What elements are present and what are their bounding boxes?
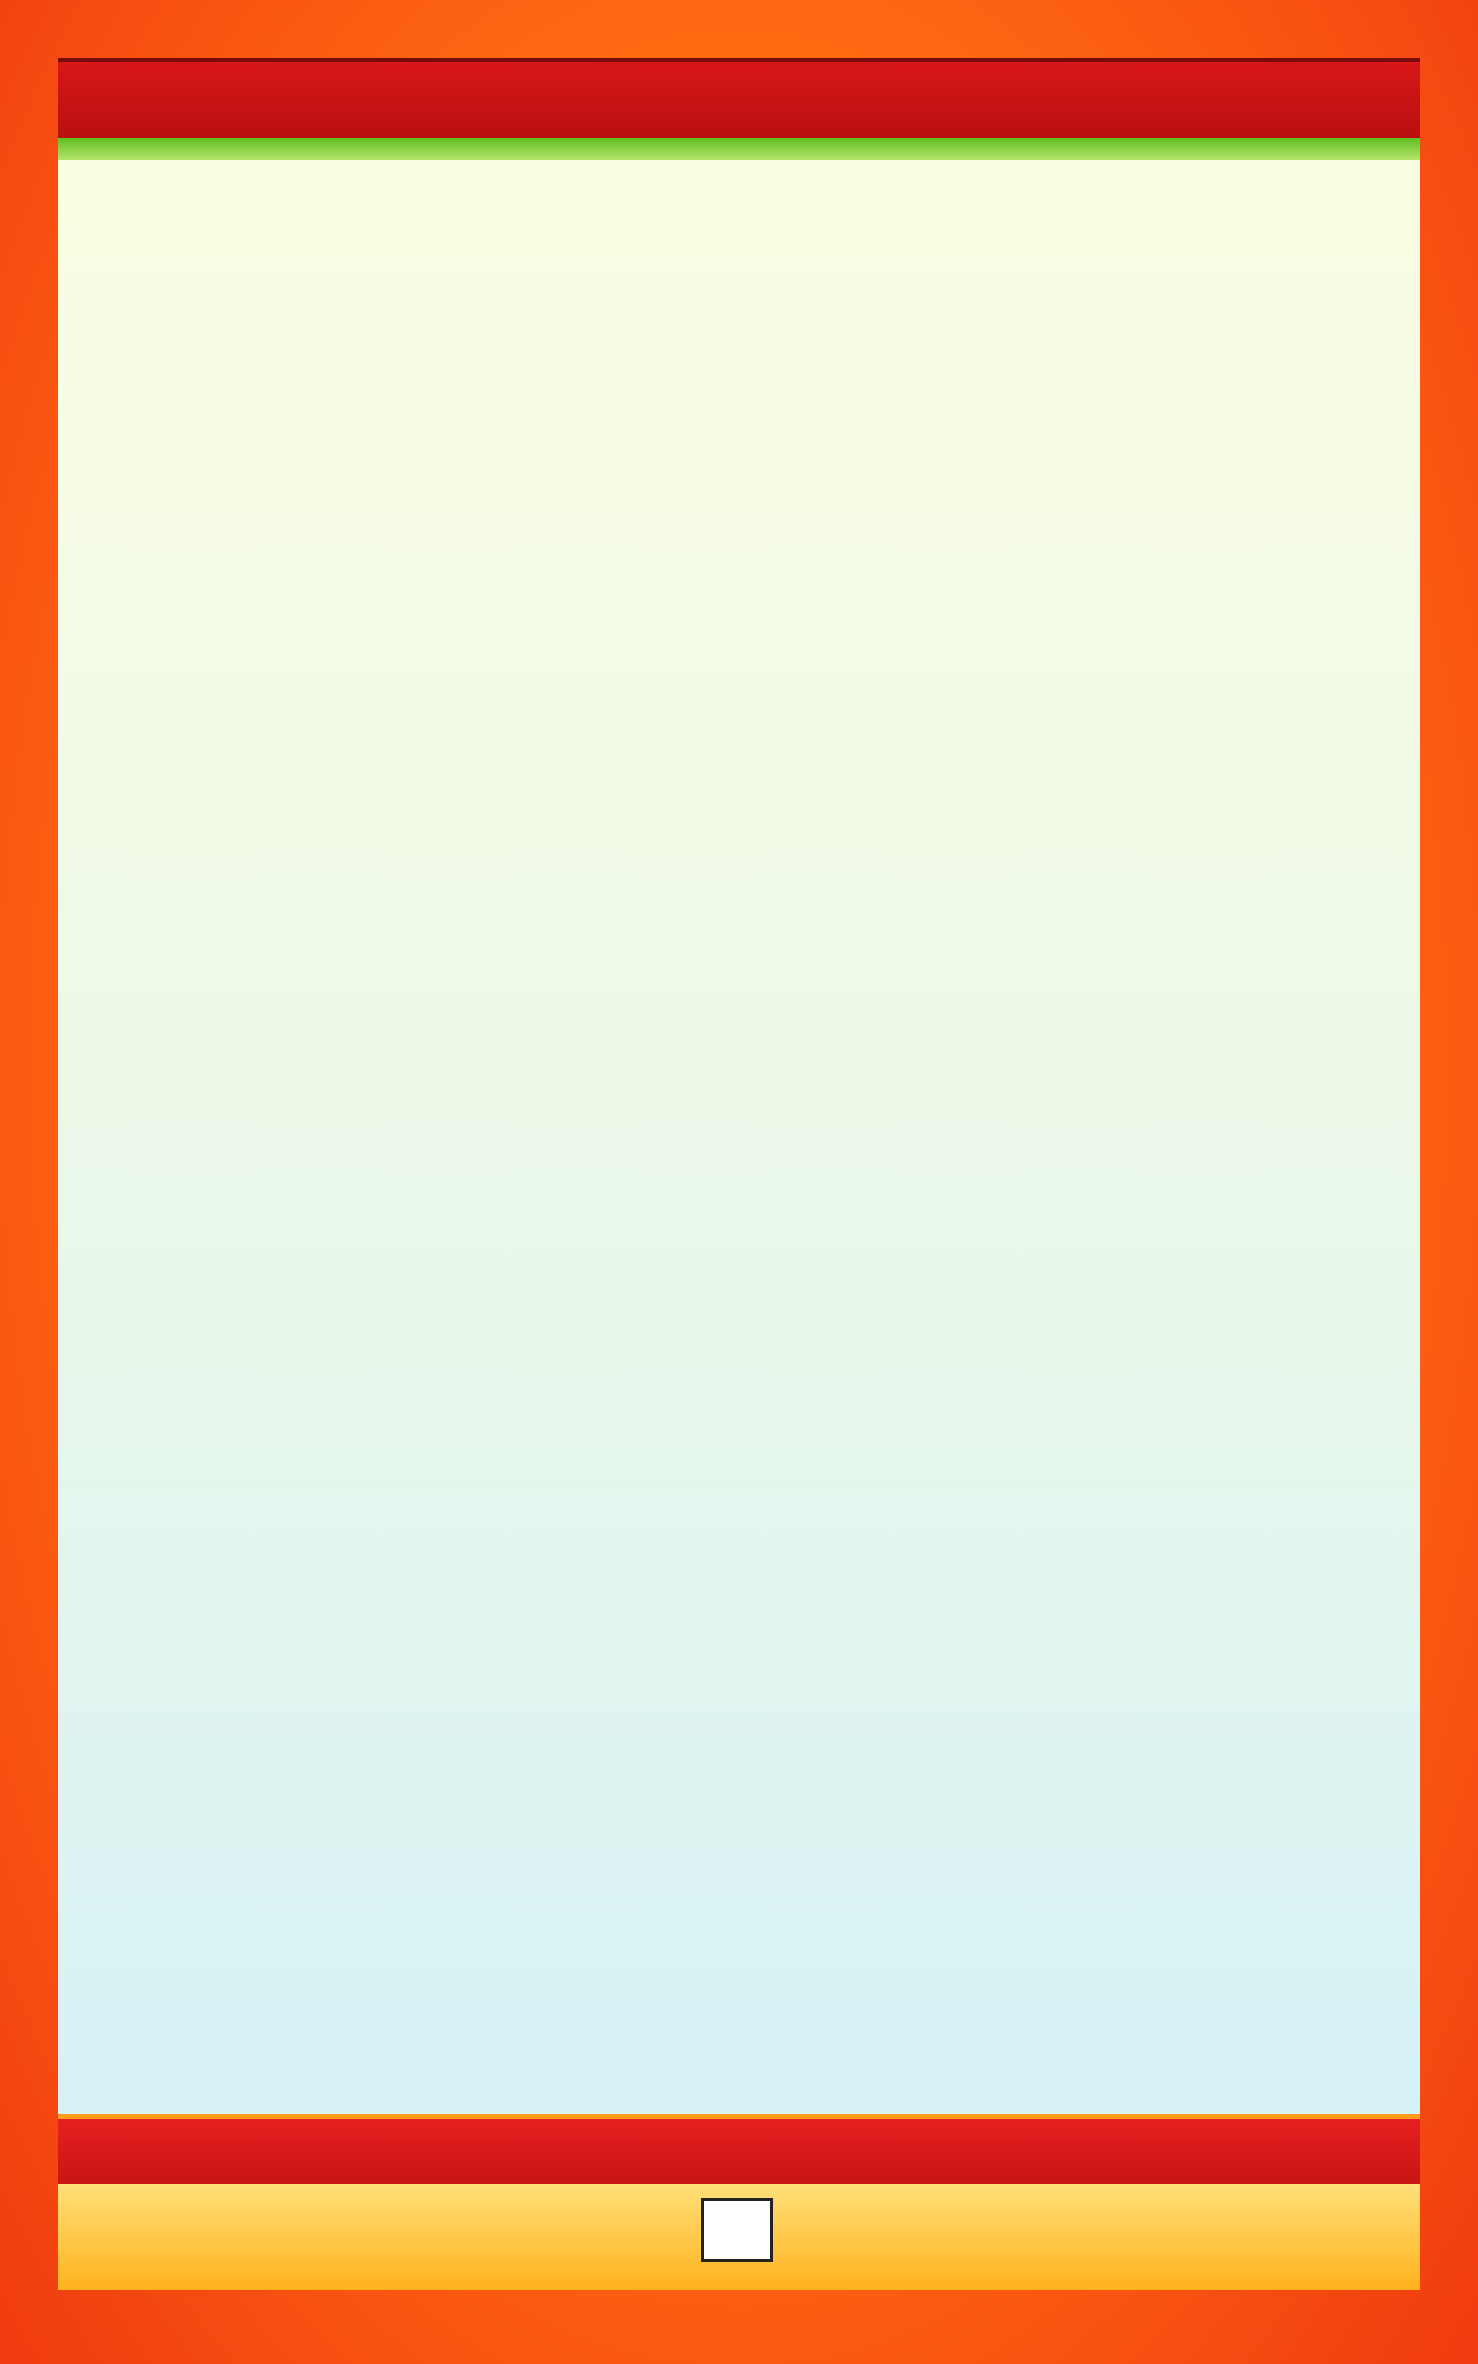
page-frame <box>58 58 1420 2290</box>
page-number <box>701 2198 773 2262</box>
top-green-strip <box>58 138 1420 160</box>
content-panel <box>58 160 1420 2114</box>
top-flower-border <box>58 58 1420 142</box>
footer-dedication <box>58 2114 1420 2189</box>
